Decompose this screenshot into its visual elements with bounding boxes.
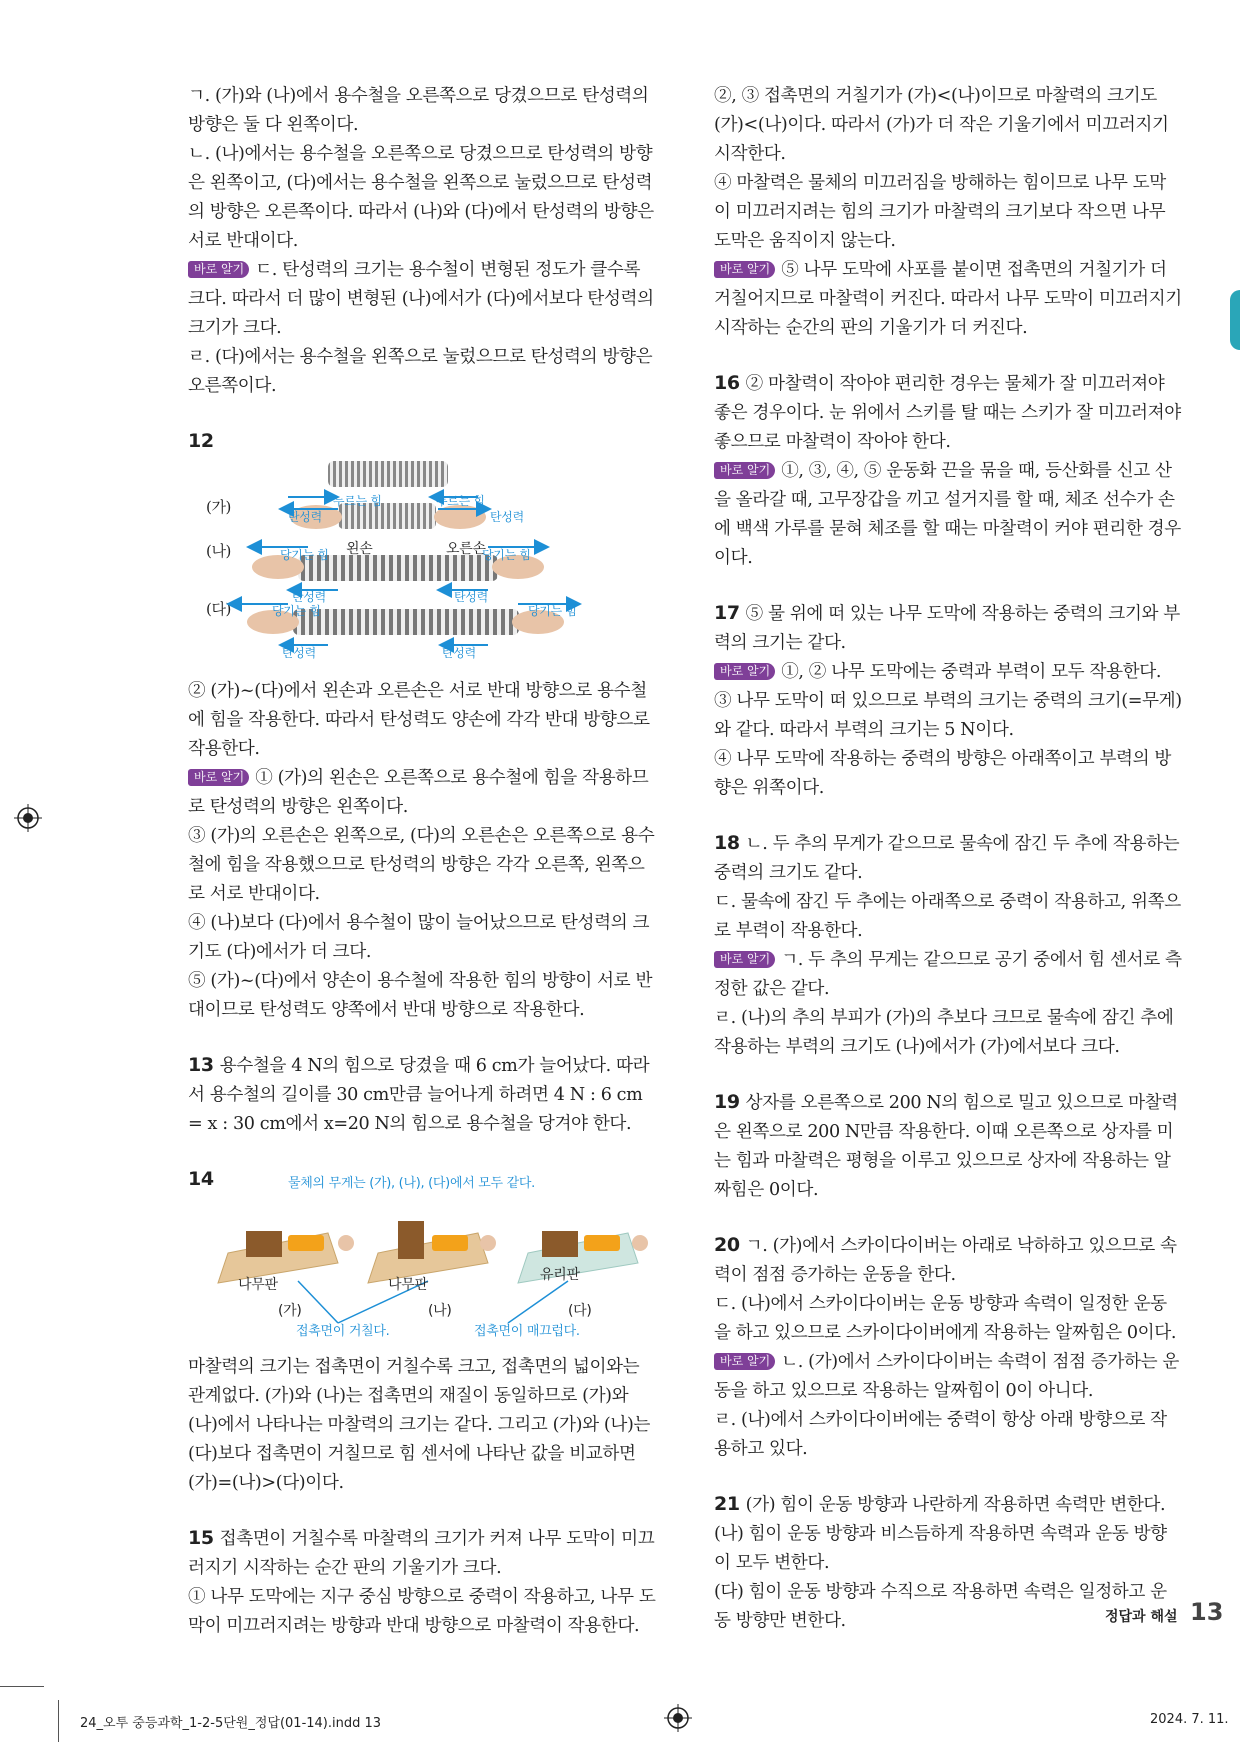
figure-label: 탄성력	[282, 646, 316, 660]
page-number: 13	[1190, 1598, 1224, 1626]
figure-label: 탄성력	[442, 646, 476, 660]
figure-label: 탄성력	[292, 590, 326, 604]
question-20: 20 ㄱ. (가)에서 스카이다이버는 아래로 낙하하고 있으므로 속력이 점점 증가하는 운동을 한다.	[714, 1234, 1177, 1285]
figure-label: (다)	[568, 1303, 592, 1319]
registration-mark-icon	[664, 1704, 692, 1732]
correction-badge: 바로 알기	[188, 769, 249, 786]
answer-para: ③ (가)의 오른손은 왼쪽으로, (다)의 오른손은 오른쪽으로 용수철에 힘을 작용했으므로 탄성력의 방향은 각각 오른쪽, 왼쪽으로 서로 반대이다.	[188, 826, 655, 904]
answer-para: ④ (나)보다 (다)에서 용수철이 많이 늘어났으므로 탄성력의 크기도 (다)에서가 더 크다.	[188, 913, 650, 962]
figure-label: 접촉면이 매끄럽다.	[474, 1324, 580, 1339]
figure-label: (다)	[206, 600, 231, 618]
correction-badge: 바로 알기	[188, 261, 249, 278]
right-column	[714, 82, 1182, 1636]
answer-para: ㄷ. (나)에서 스카이다이버는 운동 방향과 속력이 일정한 운동을 하고 있으므로 스카이다이버에게 작용하는 알짜힘은 0이다.	[714, 1294, 1177, 1343]
answer-para: ㄴ. (나)에서는 용수철을 오른쪽으로 당겼으므로 탄성력의 방향은 왼쪽이고, (다)에서는 용수철을 왼쪽으로 눌렀으므로 탄성력의 방향은 오른쪽이다. 따라서 (나)와 (다)에서 탄성력의 방향은 서로 반대이다.	[188, 144, 654, 251]
answer-para: 바로 알기 ㄱ. 두 추의 무게는 같으므로 공기 중에서 힘 센서로 측정한 값은 같다.	[714, 950, 1182, 999]
question-19: 19 상자를 오른쪽으로 200 N의 힘으로 밀고 있으므로 마찰력은 왼쪽으로 200 N만큼 작용한다. 이때 오른쪽으로 상자를 미는 힘과 마찰력은 평형을 이루고 있으므로 상자에 작용하는 알짜힘은 0이다.	[714, 1091, 1178, 1200]
spring-figure	[188, 459, 656, 677]
question-12-heading: 12	[188, 430, 214, 452]
figure-label: 당기는 힘	[482, 548, 531, 562]
answer-para: 바로 알기 ㄴ. (가)에서 스카이다이버는 속력이 점점 증가하는 운동을 하고 있으므로 작용하는 알짜힘이 0이 아니다.	[714, 1352, 1179, 1401]
answer-para: ㄱ. (가)와 (나)에서 용수철을 오른쪽으로 당겼으므로 탄성력의 방향은 둘 다 왼쪽이다.	[188, 86, 649, 135]
answer-para: 바로 알기 ① (가)의 왼손은 오른쪽으로 용수철에 힘을 작용하므로 탄성력의 방향은 왼쪽이다.	[188, 768, 649, 817]
answer-para: ① 나무 도막에는 지구 중심 방향으로 중력이 작용하고, 나무 도막이 미끄러지려는 방향과 반대 방향으로 마찰력이 작용한다.	[188, 1587, 656, 1636]
figure-caption: 물체의 무게는 (가), (나), (다)에서 모두 같다.	[288, 1176, 535, 1191]
figure-label: (가)	[206, 498, 231, 516]
figure-label: 탄성력	[490, 510, 524, 524]
answer-para: ㄹ. (나)에서 스카이다이버에는 중력이 항상 아래 방향으로 작용하고 있다.	[714, 1410, 1167, 1459]
answer-para: ② (가)~(다)에서 왼손과 오른손은 서로 반대 방향으로 용수철에 힘을 작용한다. 따라서 탄성력도 양손에 각각 반대 방향으로 작용한다.	[188, 681, 650, 759]
figure-label: (나)	[206, 542, 231, 560]
answer-para: ③ 나무 도막이 떠 있으므로 부력의 크기는 중력의 크기(=무게)와 같다. 따라서 부력의 크기는 5 N이다.	[714, 691, 1182, 740]
answer-para: (다) 힘이 운동 방향과 수직으로 작용하면 속력은 일정하고 운동 방향만 변한다.	[714, 1582, 1167, 1631]
figure-label: 탄성력	[288, 510, 322, 524]
answer-para: 바로 알기 ①, ② 나무 도막에는 중력과 부력이 모두 작용한다.	[714, 658, 1182, 687]
question-15: 15 접촉면이 거칠수록 마찰력의 크기가 커져 나무 도막이 미끄러지기 시작하는 순간 판의 기울기가 크다.	[188, 1527, 655, 1578]
spring-da	[293, 609, 519, 635]
figure-label: 탄성력	[454, 590, 488, 604]
question-17: 17 ⑤ 물 위에 떠 있는 나무 도막에 작용하는 중력의 크기와 부력의 크기는 같다.	[714, 602, 1180, 653]
answer-para: ㄹ. (다)에서는 용수철을 왼쪽으로 눌렀으므로 탄성력의 방향은 오른쪽이다.	[188, 347, 653, 396]
crop-mark	[0, 1686, 44, 1687]
correction-badge: 바로 알기	[714, 1353, 775, 1370]
answer-para: (나) 힘이 운동 방향과 비스듬하게 작용하면 속력과 운동 방향이 모두 변한다.	[714, 1524, 1167, 1573]
correction-badge: 바로 알기	[714, 462, 775, 479]
correction-badge: 바로 알기	[714, 951, 775, 968]
answer-para: 바로 알기 ①, ③, ④, ⑤ 운동화 끈을 묶을 때, 등산화를 신고 산을 올라갈 때, 고무장갑을 끼고 설거지를 할 때, 체조 선수가 손에 백색 가루를 묻혀 체조를 할 때는 마찰력이 커야 편리한 경우이다.	[714, 461, 1181, 568]
question-13: 13 용수철을 4 N의 힘으로 당겼을 때 6 cm가 늘어났다. 따라서 용수철의 길이를 30 cm만큼 늘어나게 하려면 4 N : 6 cm = x : 30 cm에서 x=20 N의 힘으로 용수철을 당겨야 한다.	[188, 1054, 650, 1134]
question-16: 16 ② 마찰력이 작아야 편리한 경우는 물체가 잘 미끄러져야 좋은 경우이다. 눈 위에서 스키를 탈 때는 스키가 잘 미끄러져야 좋으므로 마찰력이 작아야 한다.	[714, 372, 1181, 452]
figure-label: (나)	[428, 1303, 452, 1319]
question-14-heading: 14	[188, 1168, 214, 1190]
answer-para: ⑤ (가)~(다)에서 양손이 용수철에 작용한 힘의 방향이 서로 반대이므로 탄성력도 양쪽에서 반대 방향으로 작용한다.	[188, 971, 653, 1020]
figure-label: 왼손	[346, 541, 373, 557]
figure-label: 나무판	[388, 1277, 428, 1293]
figure-label: 오른손	[446, 541, 486, 557]
print-date: 2024. 7. 11.	[1150, 1712, 1229, 1727]
spring-diagram	[188, 459, 656, 677]
answer-para: ㄷ. 물속에 잠긴 두 추에는 아래쪽으로 중력이 작용하고, 위쪽으로 부력이 작용한다.	[714, 892, 1181, 941]
figure-label: 누르는 힘	[436, 494, 485, 508]
page-tab-marker	[1230, 290, 1240, 350]
answer-para: ②, ③ 접촉면의 거칠기가 (가)<(나)이므로 마찰력의 크기도 (가)<(나)이다. 따라서 (가)가 더 작은 기울기에서 미끄러지기 시작한다.	[714, 86, 1169, 164]
answer-para: ④ 마찰력은 물체의 미끄러짐을 방해하는 힘이므로 나무 도막이 미끄러지려는 힘의 크기가 마찰력의 크기보다 작으면 나무 도막은 움직이지 않는다.	[714, 173, 1166, 251]
left-column	[188, 82, 656, 1641]
section-title: 정답과 해설	[1105, 1609, 1178, 1625]
correction-badge: 바로 알기	[714, 663, 775, 680]
figure-label: 당기는 힘	[280, 548, 329, 562]
question-21: 21 (가) 힘이 운동 방향과 나란하게 작용하면 속력만 변한다.	[714, 1493, 1166, 1515]
question-18: 18 ㄴ. 두 추의 무게가 같으므로 물속에 잠긴 두 추에 작용하는 중력의 크기도 같다.	[714, 832, 1180, 883]
reference-spring	[328, 461, 448, 487]
answer-para: 바로 알기 ⑤ 나무 도막에 사포를 붙이면 접촉면의 거칠기가 더 거칠어지므로 마찰력이 커진다. 따라서 나무 도막이 미끄러지기 시작하는 순간의 판의 기울기가 더 커진다.	[714, 260, 1182, 338]
indd-filename: 24_오투 중등과학_1-2-5단원_정답(01-14).indd 13	[80, 1716, 382, 1731]
figure-label: (가)	[278, 1303, 302, 1319]
correction-badge: 바로 알기	[714, 261, 775, 278]
figure-label: 나무판	[238, 1277, 278, 1293]
registration-mark-icon	[14, 804, 42, 832]
answer-para: 마찰력의 크기는 접촉면이 거칠수록 크고, 접촉면의 넓이와는 관계없다. (가)와 (나)는 접촉면의 재질이 동일하므로 (가)와 (나)에서 나타나는 마찰력의 크기는 같다. 그리고 (가)와 (나)는 (다)보다 접촉면이 거칠므로 힘 센서에 나타난 값을 비교하면 (가)=(나)>(다)이다.	[188, 1357, 651, 1493]
figure-label: 당기는 힘	[528, 604, 577, 618]
figure-label: 누르는 힘	[333, 494, 382, 508]
figure-label: 당기는 힘	[272, 604, 321, 618]
answer-para: ㄹ. (나)의 추의 부피가 (가)의 추보다 크므로 물속에 잠긴 추에 작용하는 부력의 크기도 (나)에서가 (가)에서보다 크다.	[714, 1008, 1174, 1057]
crop-mark	[58, 1700, 59, 1742]
figure-label: 접촉면이 거칠다.	[296, 1324, 390, 1339]
answer-para: ④ 나무 도막에 작용하는 중력의 방향은 아래쪽이고 부력의 방향은 위쪽이다.	[714, 749, 1172, 798]
answer-para: 바로 알기 ㄷ. 탄성력의 크기는 용수철이 변형된 정도가 클수록 크다. 따라서 더 많이 변형된 (나)에서가 (다)에서보다 탄성력의 크기가 크다.	[188, 260, 654, 338]
figure-label: 유리판	[540, 1267, 580, 1283]
